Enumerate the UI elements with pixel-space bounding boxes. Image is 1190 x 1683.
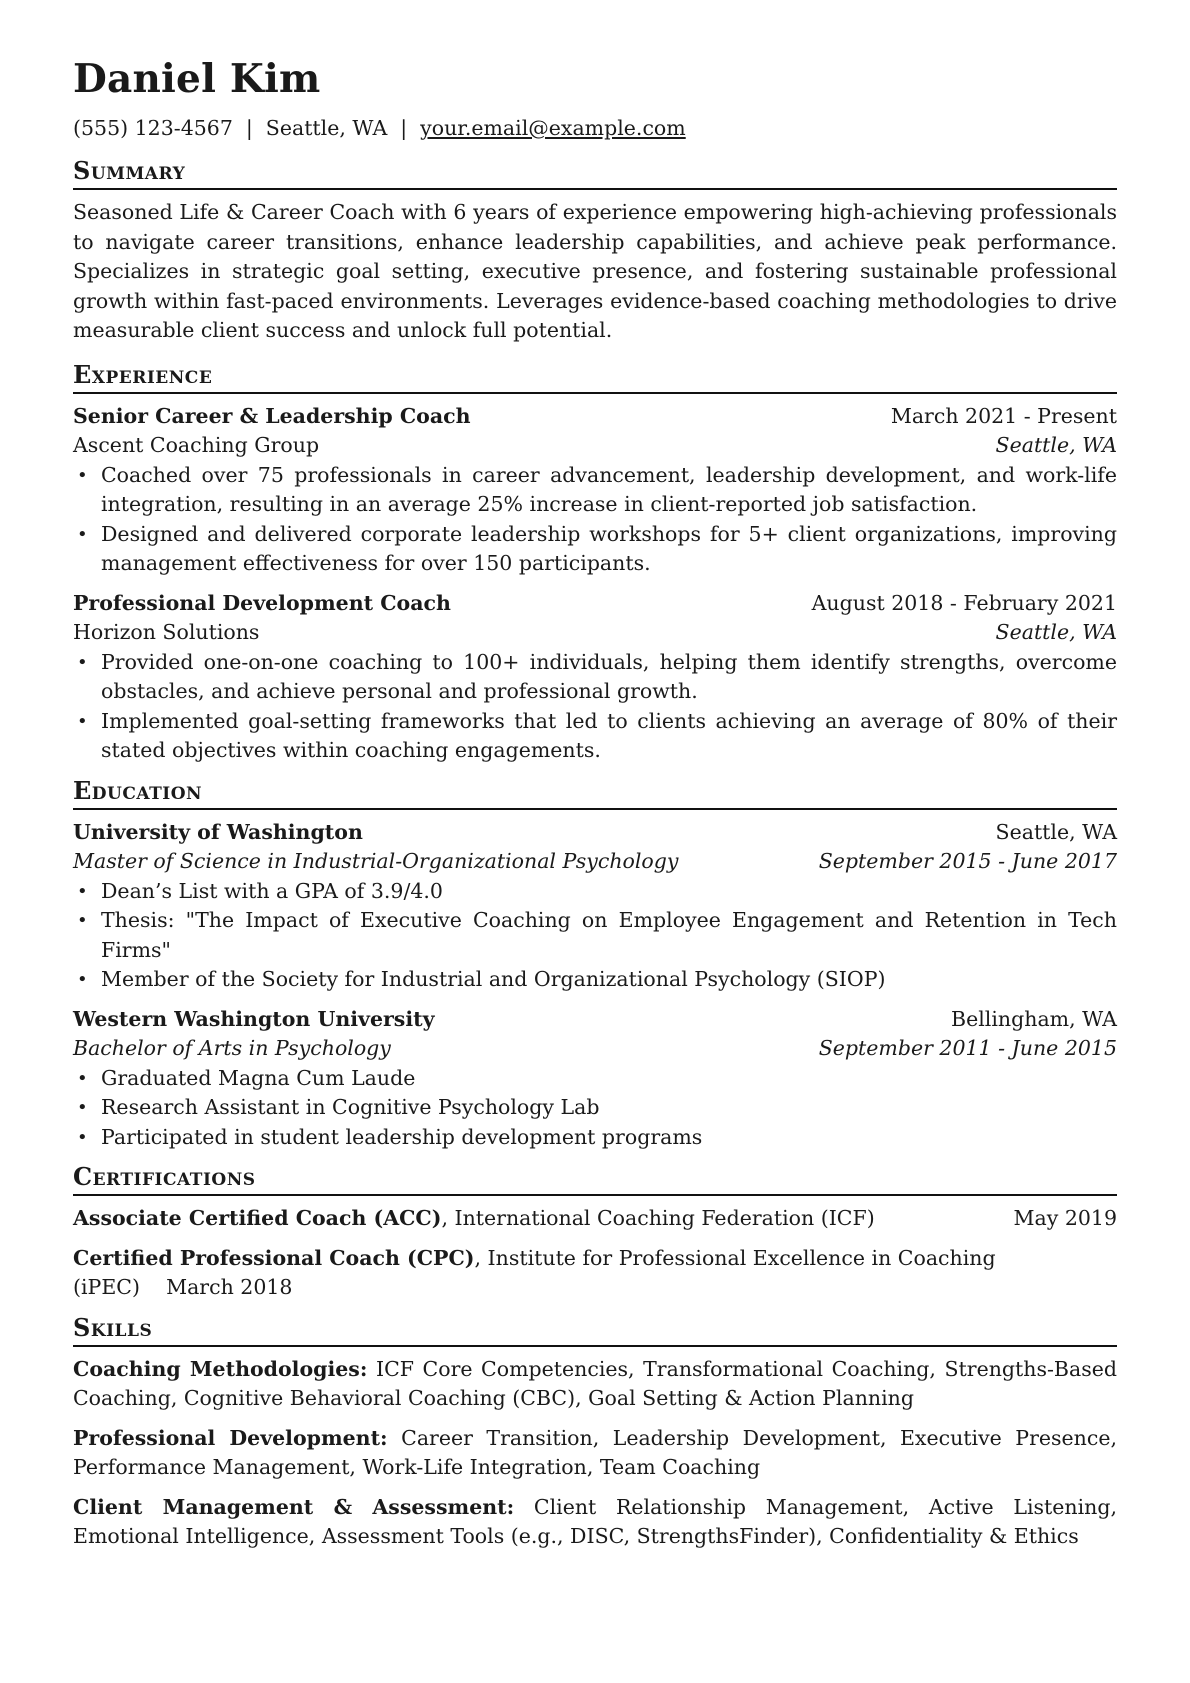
section-title-skills: Skills bbox=[73, 1313, 1117, 1347]
section-title-education: Education bbox=[73, 776, 1117, 810]
school-subheader bbox=[73, 1034, 1117, 1064]
skill-group bbox=[73, 1424, 1117, 1483]
skills-section bbox=[73, 1313, 1117, 1552]
school-location: Seattle, WA bbox=[995, 819, 1117, 844]
job-subheader bbox=[73, 618, 1117, 648]
school-dates: September 2015 - June 2017 bbox=[818, 849, 1117, 873]
bullet-item: • Participated in student leadership development programs bbox=[101, 1123, 1117, 1153]
section-title-certifications: Certifications bbox=[73, 1162, 1117, 1196]
school-entry bbox=[73, 1005, 1117, 1153]
bullet-item: • Implemented goal-setting frameworks that led to clients achieving an average of 80% of their stated objectives within coaching engagements. bbox=[101, 707, 1117, 766]
certification-name: Associate Certified Coach (ACC) bbox=[73, 1206, 442, 1230]
bullet-item: • Coached over 75 professionals in career advancement, leadership development, and work-life integration, resulting in an average 25% increase in client-reported job satisfaction. bbox=[101, 461, 1117, 520]
school-bullets bbox=[73, 877, 1117, 995]
school-header bbox=[73, 1005, 1117, 1035]
skill-group bbox=[73, 1493, 1117, 1552]
summary-section bbox=[73, 156, 1117, 346]
bullet-item: • Provided one-on-one coaching to 100+ individuals, helping them identify strengths, overcome obstacles, and achieve personal and professional growth. bbox=[101, 648, 1117, 707]
job-bullets bbox=[73, 648, 1117, 766]
bullet-item: • Research Assistant in Cognitive Psychology Lab bbox=[101, 1093, 1117, 1123]
bullet-item: • Dean’s List with a GPA of 3.9/4.0 bbox=[101, 877, 1117, 907]
job-company: Horizon Solutions bbox=[73, 620, 260, 644]
certifications-section bbox=[73, 1162, 1117, 1303]
school-name: Western Washington University bbox=[73, 1006, 435, 1031]
school-name: University of Washington bbox=[73, 819, 363, 844]
job-company: Ascent Coaching Group bbox=[73, 433, 320, 457]
school-location: Bellingham, WA bbox=[951, 1006, 1117, 1031]
summary-text: Seasoned Life & Career Coach with 6 years of experience empowering high-achieving professionals to navigate career transitions, enhance leadership capabilities, and achieve peak performance. Specializes in strategic goal setting, executive presence, and fostering sustainable professional growth within fast-paced environments. Leverages evidence-based coaching methodologies to drive measurable client success and unlock full potential. bbox=[73, 200, 1117, 342]
skill-label: Client Management & Assessment: bbox=[73, 1494, 515, 1519]
job-bullets bbox=[73, 461, 1117, 579]
certification-entry bbox=[73, 1244, 1117, 1303]
certification-entry bbox=[73, 1204, 1117, 1234]
job-dates: August 2018 - February 2021 bbox=[811, 590, 1117, 615]
job-entry bbox=[73, 402, 1117, 579]
skill-text: Client Relationship Management, Active Listening, Emotional Intelligence, Assessment Tools (e.g., DISC, StrengthsFinder), Confidentiality & Ethics bbox=[73, 1494, 1117, 1548]
bullet-item: • Designed and delivered corporate leadership workshops for 5+ client organizations, improving management effectiveness for over 150 participants. bbox=[101, 520, 1117, 579]
school-degree: Master of Science in Industrial-Organizational Psychology bbox=[73, 849, 679, 873]
job-header bbox=[73, 589, 1117, 619]
bullet-item: • Member of the Society for Industrial and Organizational Psychology (SIOP) bbox=[101, 965, 1117, 995]
email-link[interactable]: your.email@example.com bbox=[420, 116, 686, 140]
education-section bbox=[73, 776, 1117, 1153]
certification-date: May 2019 bbox=[1013, 1206, 1117, 1230]
skill-text: Career Transition, Leadership Development, Executive Presence, Performance Management, Work-Life Integration, Team Coaching bbox=[73, 1425, 1118, 1479]
certification-issuer: , Institute for Professional Excellence in Coaching (iPEC) bbox=[73, 1245, 996, 1299]
school-subheader bbox=[73, 847, 1117, 877]
job-dates: March 2021 - Present bbox=[890, 403, 1117, 428]
school-dates: September 2011 - June 2015 bbox=[818, 1036, 1117, 1060]
job-location: Seattle, WA bbox=[995, 433, 1117, 457]
bullet-item: • Graduated Magna Cum Laude bbox=[101, 1064, 1117, 1094]
contact-separator: | bbox=[245, 116, 253, 140]
certification-issuer: , International Coaching Federation (ICF) bbox=[441, 1206, 875, 1230]
job-header bbox=[73, 402, 1117, 432]
section-title-experience: Experience bbox=[73, 360, 1117, 394]
candidate-name: Daniel Kim bbox=[73, 56, 321, 102]
job-role: Senior Career & Leadership Coach bbox=[73, 403, 471, 428]
job-subheader bbox=[73, 431, 1117, 461]
job-location: Seattle, WA bbox=[995, 620, 1117, 644]
skill-group bbox=[73, 1355, 1117, 1414]
school-degree: Bachelor of Arts in Psychology bbox=[73, 1036, 391, 1060]
school-entry bbox=[73, 818, 1117, 995]
skill-label: Professional Development: bbox=[73, 1425, 388, 1450]
section-title-summary: Summary bbox=[73, 156, 1117, 190]
contact-separator: | bbox=[400, 116, 408, 140]
bullet-item: • Thesis: "The Impact of Executive Coaching on Employee Engagement and Retention in Tech Firms" bbox=[101, 906, 1117, 965]
skill-label: Coaching Methodologies: bbox=[73, 1356, 368, 1381]
school-header bbox=[73, 818, 1117, 848]
certification-date: March 2018 bbox=[166, 1275, 293, 1299]
phone-number: (555) 123-4567 bbox=[73, 116, 233, 140]
job-entry bbox=[73, 589, 1117, 766]
location: Seattle, WA bbox=[265, 116, 388, 140]
school-bullets bbox=[73, 1064, 1117, 1153]
certification-name: Certified Professional Coach (CPC) bbox=[73, 1245, 475, 1270]
job-role: Professional Development Coach bbox=[73, 590, 451, 615]
skill-text: ICF Core Competencies, Transformational Coaching, Strengths-Based Coaching, Cognitive Behavioral Coaching (CBC), Goal Setting & Action Planning bbox=[73, 1356, 1117, 1410]
experience-section bbox=[73, 360, 1117, 766]
contact-line bbox=[73, 114, 1117, 142]
